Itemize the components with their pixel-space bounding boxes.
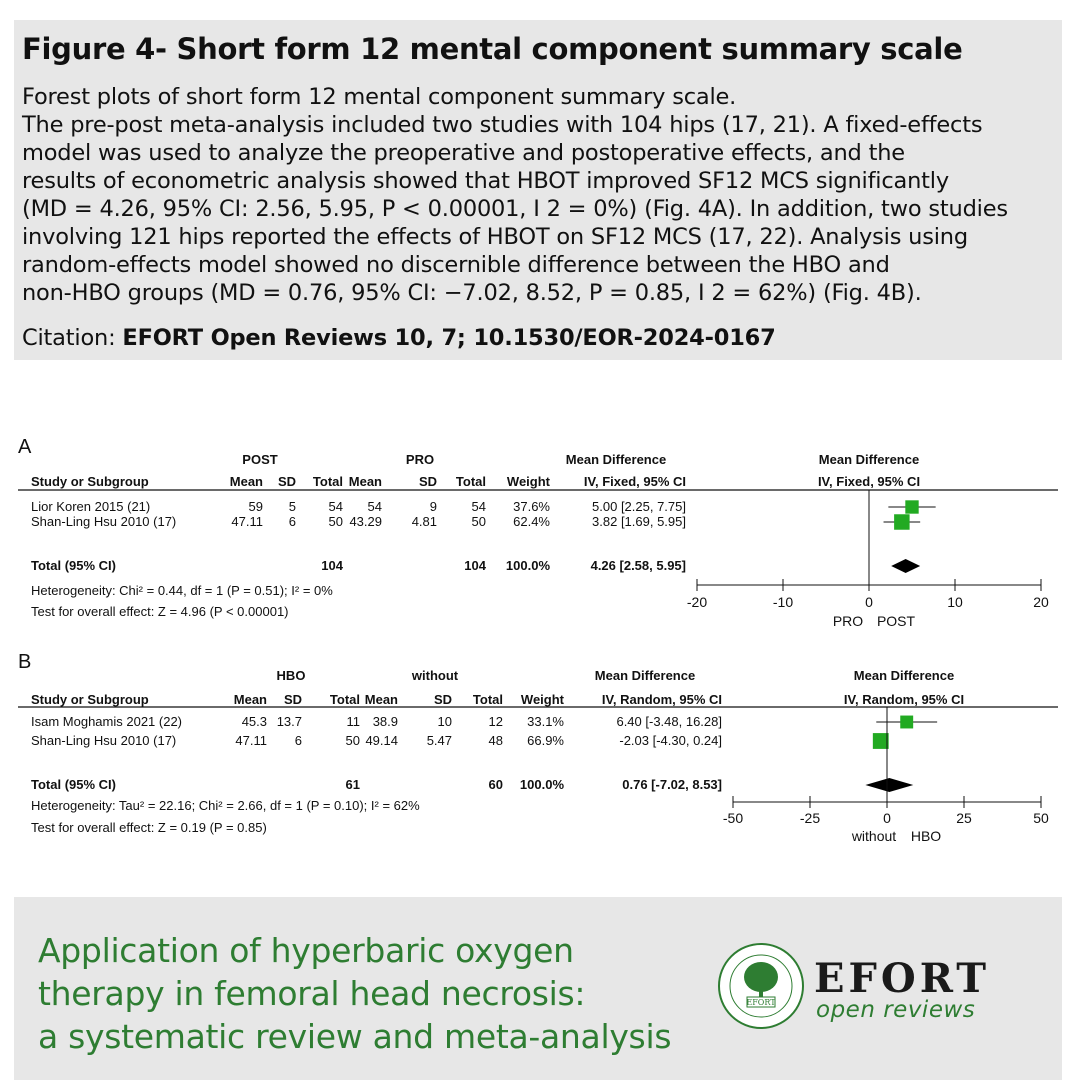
study-ci: 5.00 [2.25, 7.75]: [592, 499, 686, 514]
tick-label: -20: [686, 594, 708, 610]
total-label: Total (95% CI): [31, 777, 116, 792]
group1-total: 11: [346, 714, 360, 729]
group2-mean: 43.29: [349, 514, 382, 529]
summary-diamond: [891, 559, 920, 573]
study-weight: 37.6%: [513, 499, 550, 514]
favours-left-label: PRO: [832, 613, 864, 629]
overall-effect-text: Test for overall effect: Z = 4.96 (P < 0.00001): [31, 604, 289, 619]
group2-total-sum: 60: [488, 777, 503, 792]
column-header: Total: [472, 692, 503, 707]
study-weight: 66.9%: [527, 733, 564, 748]
study-ci: 6.40 [-3.48, 16.28]: [616, 714, 722, 729]
caption-line: model was used to analyze the preoperative and postoperative effects, and the: [22, 140, 905, 166]
group1-mean: 47.11: [235, 733, 267, 748]
efort-seal-logo: [716, 941, 806, 1031]
favours-right-label: POST: [876, 613, 916, 629]
column-header: SD: [277, 474, 296, 489]
group1-header: HBO: [276, 668, 306, 683]
heterogeneity-text: Heterogeneity: Chi² = 0.44, df = 1 (P = 0.51); I² = 0%: [31, 583, 333, 598]
column-header: Mean: [229, 474, 263, 489]
tick-label: 10: [947, 594, 963, 610]
group1-sd: 5: [288, 499, 296, 514]
study-ci: -2.03 [-4.30, 0.24]: [619, 733, 722, 748]
article-title-line: a systematic review and meta-analysis: [38, 1017, 672, 1056]
tick-label: -50: [722, 810, 744, 826]
group1-sd: 6: [288, 514, 296, 529]
group2-mean: 54: [367, 499, 382, 514]
group2-mean: 49.14: [365, 733, 398, 748]
study-marker: [905, 500, 918, 513]
column-header: SD: [418, 474, 437, 489]
caption-line: The pre-post meta-analysis included two studies with 104 hips (17, 21). A fixed-effects: [22, 112, 983, 138]
group1-total: 50: [345, 733, 360, 748]
tick-label: 25: [956, 810, 972, 826]
study-weight: 62.4%: [513, 514, 550, 529]
group2-total-sum: 104: [464, 558, 486, 573]
group2-header: PRO: [405, 452, 435, 467]
column-header: Mean: [233, 692, 267, 707]
tick-label: -10: [772, 594, 794, 610]
article-title-line: Application of hyperbaric oxygen: [38, 931, 574, 970]
article-footer: [14, 897, 1062, 1080]
group2-header: without: [411, 668, 459, 683]
total-label: Total (95% CI): [31, 558, 116, 573]
group2-total: 12: [488, 714, 503, 729]
column-header: Weight: [506, 474, 550, 489]
group1-mean: 47.11: [231, 514, 263, 529]
total-ci: 4.26 [2.58, 5.95]: [590, 558, 686, 573]
group2-total: 50: [471, 514, 486, 529]
plot-method-header: IV, Fixed, 95% CI: [817, 474, 921, 489]
group2-total: 54: [471, 499, 486, 514]
seal-text: EFORT: [746, 998, 776, 1007]
group2-sd: 4.81: [411, 514, 437, 529]
column-header: Total: [312, 474, 343, 489]
group1-sd: 13.7: [276, 714, 302, 729]
caption-line: involving 121 hips reported the effects of HBOT on SF12 MCS (17, 22). Analysis using: [22, 224, 968, 250]
study-ci: 3.82 [1.69, 5.95]: [592, 514, 686, 529]
group1-mean: 59: [248, 499, 263, 514]
column-header: Study or Subgroup: [31, 474, 149, 489]
total-ci: 0.76 [-7.02, 8.53]: [622, 777, 722, 792]
panel-label: B: [18, 651, 32, 673]
group1-mean: 45.3: [241, 714, 267, 729]
study-weight: 33.1%: [527, 714, 564, 729]
group1-header: POST: [242, 452, 278, 467]
tick-label: 50: [1033, 810, 1049, 826]
group1-total: 50: [328, 514, 343, 529]
group1-total-sum: 61: [345, 777, 360, 792]
article-title-line: therapy in femoral head necrosis:: [38, 974, 586, 1013]
group1-total: 54: [328, 499, 343, 514]
caption-line: random-effects model showed no discernible difference between the HBO and: [22, 252, 890, 278]
study-name: Isam Moghamis 2021 (22): [31, 714, 183, 729]
column-header: Study or Subgroup: [31, 692, 149, 707]
group2-mean: 38.9: [372, 714, 398, 729]
tick-label: -25: [799, 810, 821, 826]
plot-method-header: IV, Random, 95% CI: [843, 692, 965, 707]
column-header: SD: [433, 692, 452, 707]
column-header: Mean: [364, 692, 398, 707]
caption-line: Forest plots of short form 12 mental component summary scale.: [22, 84, 737, 110]
study-marker: [900, 716, 913, 729]
group2-sd: 10: [437, 714, 452, 729]
summary-diamond: [865, 778, 913, 792]
column-header: IV, Random, 95% CI: [601, 692, 722, 707]
plot-effect-header: Mean Difference: [818, 452, 920, 467]
overall-effect-text: Test for overall effect: Z = 0.19 (P = 0.85): [31, 820, 267, 835]
citation-value: EFORT Open Reviews 10, 7; 10.1530/EOR-2024-0167: [122, 325, 776, 351]
tick-label: 0: [883, 810, 891, 826]
column-header: Mean: [348, 474, 382, 489]
citation-label: Citation:: [22, 325, 123, 351]
caption-line: results of econometric analysis showed that HBOT improved SF12 MCS significantly: [22, 168, 949, 194]
group2-total: 48: [488, 733, 503, 748]
column-header: SD: [283, 692, 302, 707]
column-header: Total: [455, 474, 486, 489]
caption-line: non-HBO groups (MD = 0.76, 95% CI: −7.02, 8.52, P = 0.85, I 2 = 62%) (Fig. 4B).: [22, 280, 922, 306]
study-marker: [873, 733, 889, 749]
group1-sd: 6: [294, 733, 302, 748]
effect-header: Mean Difference: [594, 668, 696, 683]
plot-effect-header: Mean Difference: [853, 668, 955, 683]
heterogeneity-text: Heterogeneity: Tau² = 22.16; Chi² = 2.66, df = 1 (P = 0.10); I² = 62%: [31, 798, 420, 813]
panel-label: A: [18, 436, 32, 458]
column-header: Total: [329, 692, 360, 707]
logo-name: EFORT: [814, 955, 991, 1002]
group2-sd: 5.47: [426, 733, 452, 748]
favours-left-label: without: [851, 828, 897, 844]
figure-title: Figure 4- Short form 12 mental component summary scale: [22, 32, 963, 66]
study-name: Shan-Ling Hsu 2010 (17): [31, 733, 177, 748]
favours-right-label: HBO: [910, 828, 942, 844]
group2-sd: 9: [429, 499, 437, 514]
group1-total-sum: 104: [321, 558, 343, 573]
logo-subtitle: open reviews: [816, 997, 976, 1023]
tick-label: 0: [865, 594, 873, 610]
total-weight: 100.0%: [505, 558, 550, 573]
tick-label: 20: [1033, 594, 1049, 610]
study-name: Lior Koren 2015 (21): [31, 499, 151, 514]
column-header: Weight: [520, 692, 564, 707]
study-name: Shan-Ling Hsu 2010 (17): [31, 514, 177, 529]
effect-header: Mean Difference: [565, 452, 667, 467]
study-marker: [894, 514, 909, 529]
caption-line: (MD = 4.26, 95% CI: 2.56, 5.95, P < 0.00001, I 2 = 0%) (Fig. 4A). In addition, two studies: [22, 196, 1008, 222]
column-header: IV, Fixed, 95% CI: [583, 474, 686, 489]
total-weight: 100.0%: [519, 777, 564, 792]
